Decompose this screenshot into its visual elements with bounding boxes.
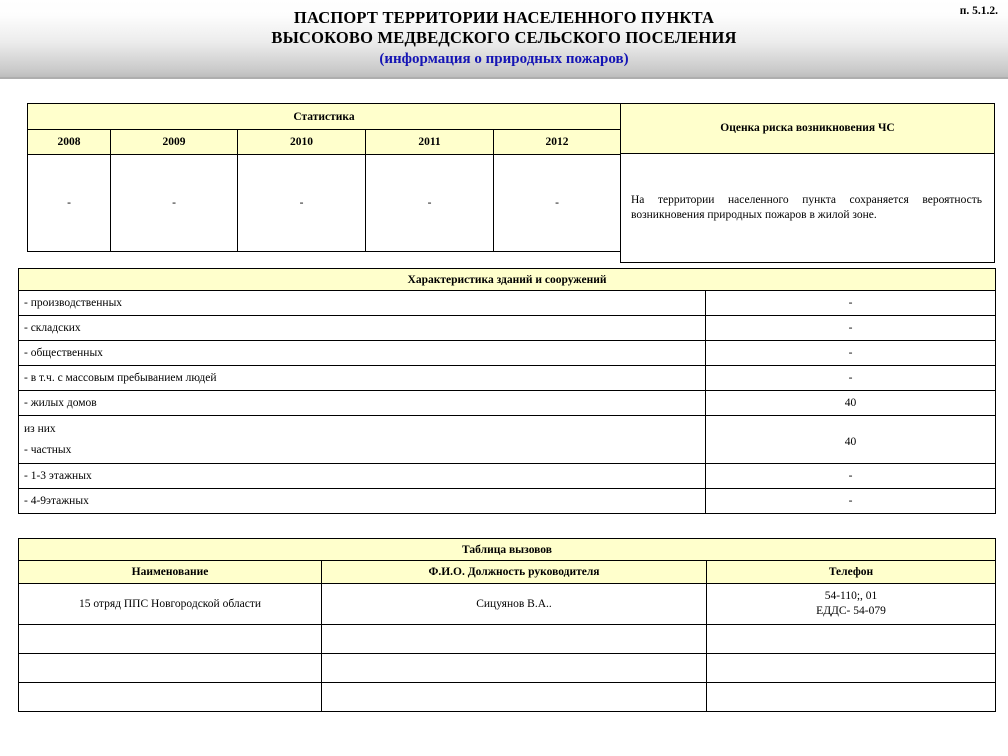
stat-value-2008: - [28, 155, 111, 252]
buildings-value-warehouse: - [706, 316, 996, 341]
stat-value-2011: - [366, 155, 494, 252]
statistics-title: Статистика [28, 104, 621, 130]
buildings-label-private-line1: из них [24, 423, 56, 435]
clause-reference: п. 5.1.2. [959, 5, 998, 17]
calls-column-phone: Телефон [707, 561, 996, 584]
stat-year-2009: 2009 [111, 130, 238, 155]
calls-title-row [19, 539, 996, 561]
statistics-table [27, 103, 621, 252]
risk-title-row [621, 104, 995, 154]
stat-year-2010: 2010 [238, 130, 366, 155]
buildings-characteristics-table [18, 268, 996, 514]
stat-value-2009: - [111, 155, 238, 252]
calls-title: Таблица вызовов [19, 539, 996, 561]
calls-cell-chief-4 [322, 683, 707, 712]
calls-cell-name-4 [19, 683, 322, 712]
table-row [19, 366, 996, 391]
page-title-line-2: ВЫСОКОВО МЕДВЕДСКОГО СЕЛЬСКОГО ПОСЕЛЕНИЯ [271, 28, 737, 47]
calls-cell-chief-2 [322, 625, 707, 654]
buildings-label-private-line2: - частных [24, 444, 72, 456]
buildings-label-warehouse: - складских [19, 316, 706, 341]
calls-cell-phone-4 [707, 683, 996, 712]
table-row [19, 489, 996, 514]
calls-phone-line-2: ЕДДС- 54-079 [816, 605, 886, 617]
table-row [19, 341, 996, 366]
calls-cell-phone-1 [707, 584, 996, 625]
calls-table [18, 538, 996, 712]
buildings-value-4-9-storey: - [706, 489, 996, 514]
stat-year-2008: 2008 [28, 130, 111, 155]
calls-column-header-row [19, 561, 996, 584]
buildings-label-4-9-storey: - 4-9этажных [19, 489, 706, 514]
buildings-label-private [19, 416, 706, 464]
buildings-label-industrial: - производственных [19, 291, 706, 316]
calls-cell-chief-1: Сицуянов В.А.. [322, 584, 707, 625]
calls-cell-name-3 [19, 654, 322, 683]
statistics-value-row [28, 155, 621, 252]
calls-cell-chief-3 [322, 654, 707, 683]
stat-value-2010: - [238, 155, 366, 252]
statistics-year-header-row [28, 130, 621, 155]
calls-column-chief: Ф.И.О. Должность руководителя [322, 561, 707, 584]
buildings-value-1-3-storey: - [706, 464, 996, 489]
table-row [19, 683, 996, 712]
calls-cell-phone-3 [707, 654, 996, 683]
statistics-title-row [28, 104, 621, 130]
page-subtitle: (информация о природных пожаров) [379, 51, 629, 67]
risk-assessment-text: На территории населенного пункта сохраняется вероятность возникновения природных пожаров в жилой зоне. [621, 154, 995, 263]
risk-assessment-title: Оценка риска возникновения ЧС [621, 104, 995, 154]
buildings-value-public: - [706, 341, 996, 366]
table-row [19, 654, 996, 683]
buildings-value-residential: 40 [706, 391, 996, 416]
table-row [19, 584, 996, 625]
buildings-value-mass-occupancy: - [706, 366, 996, 391]
buildings-title-row [19, 269, 996, 291]
buildings-value-industrial: - [706, 291, 996, 316]
table-row [19, 625, 996, 654]
stat-year-2012: 2012 [494, 130, 621, 155]
buildings-label-public: - общественных [19, 341, 706, 366]
stat-value-2012: - [494, 155, 621, 252]
calls-cell-phone-2 [707, 625, 996, 654]
calls-phone-line-1: 54-110;, 01 [824, 590, 878, 602]
risk-body-row [621, 154, 995, 263]
risk-assessment-table [620, 103, 995, 263]
page-title-line-1: ПАСПОРТ ТЕРРИТОРИИ НАСЕЛЕННОГО ПУНКТА [293, 8, 715, 27]
buildings-label-residential: - жилых домов [19, 391, 706, 416]
buildings-value-private: 40 [706, 416, 996, 464]
table-row [19, 464, 996, 489]
calls-column-name: Наименование [19, 561, 322, 584]
table-row [19, 316, 996, 341]
table-row [19, 391, 996, 416]
buildings-label-1-3-storey: - 1-3 этажных [19, 464, 706, 489]
table-row [19, 416, 996, 464]
calls-cell-name-2 [19, 625, 322, 654]
stat-year-2011: 2011 [366, 130, 494, 155]
header-divider-rule [0, 77, 1008, 79]
calls-cell-name-1: 15 отряд ППС Новгородской области [19, 584, 322, 625]
buildings-label-mass-occupancy: - в т.ч. с массовым пребыванием людей [19, 366, 706, 391]
document-title-block [0, 8, 1008, 69]
table-row [19, 291, 996, 316]
buildings-title: Характеристика зданий и сооружений [19, 269, 996, 291]
